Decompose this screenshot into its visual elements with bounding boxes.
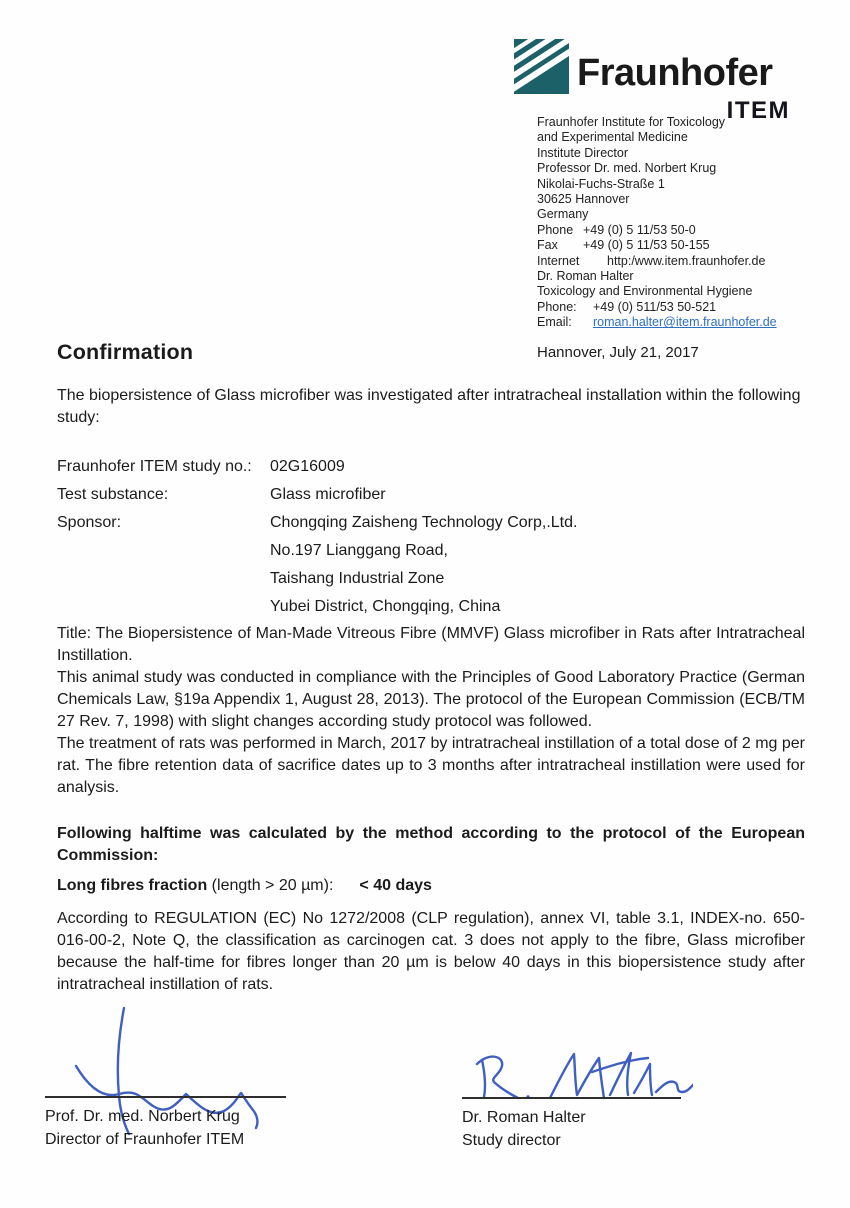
institute-line: 30625 Hannover <box>537 192 630 207</box>
sponsor-address-line: Taishang Industrial Zone <box>270 570 445 587</box>
signatory-name: Dr. Roman Halter <box>462 1109 586 1126</box>
contact-person-department: Toxicology and Environmental Hygiene <box>537 284 753 299</box>
fraunhofer-logo <box>514 39 790 125</box>
contact-row-phone <box>537 223 807 238</box>
contact-label: Phone: <box>537 299 577 314</box>
contact-value: +49 (0) 511/53 50-521 <box>593 299 717 314</box>
paragraph-study-title: Title: The Biopersistence of Man-Made Vitreous Fibre (MMVF) Glass microfiber in Rats after Intratracheal Instillation. <box>57 625 805 664</box>
person-email-row <box>537 315 807 330</box>
brand-unit-label: ITEM <box>726 97 790 124</box>
result-value: < 40 days <box>359 877 432 894</box>
contact-label: Fax <box>537 238 558 253</box>
study-value: Glass microfiber <box>270 486 386 503</box>
dateline: Hannover, July 21, 2017 <box>537 344 699 361</box>
result-label-rest: (length > 20 µm): <box>207 877 334 894</box>
signature-block-director <box>45 1096 286 1151</box>
contact-value: +49 (0) 5 11/53 50-155 <box>583 238 710 253</box>
sponsor-address-line: No.197 Lianggang Road, <box>270 542 448 559</box>
institute-line: Institute Director <box>537 145 629 160</box>
paragraph-treatment: The treatment of rats was performed in March, 2017 by intratracheal instillation of a total dose of 2 mg per rat. The fibre retention data of sacrifice dates up to 3 months after intratracheal instillation were used for analysis. <box>57 735 805 796</box>
fraunhofer-logo-mark-icon <box>514 39 569 94</box>
contact-value: +49 (0) 5 11/53 50-0 <box>583 222 696 237</box>
person-phone-row <box>537 300 807 315</box>
institute-line: Fraunhofer Institute for Toxicology <box>537 115 726 129</box>
study-label: Sponsor: <box>57 514 122 531</box>
halftime-result-line <box>57 875 805 897</box>
study-label: Fraunhofer ITEM study no.: <box>57 458 252 475</box>
contact-label: Internet <box>537 253 580 268</box>
halftime-heading: Following halftime was calculated by the method according to the protocol of the European Commission: <box>57 825 805 864</box>
contact-label: Email: <box>537 315 572 330</box>
study-row <box>57 481 805 509</box>
paragraph-glp-compliance: This animal study was conducted in compliance with the Principles of Good Laboratory Practice (German Chemicals Law, §19a Appendix 1, August 28, 2013). The protocol of the European Commission (ECB/TM 27 Rev. 7, 1998) with slight changes according study protocol was followed. <box>57 669 805 730</box>
institute-line: Germany <box>537 207 589 222</box>
contact-person-name: Dr. Roman Halter <box>537 269 634 284</box>
result-label-bold: Long fibres fraction <box>57 877 208 894</box>
contact-label: Phone <box>537 222 574 237</box>
institute-line: Professor Dr. med. Norbert Krug <box>537 161 717 176</box>
signatory-title: Study director <box>462 1132 561 1149</box>
contact-row-internet <box>537 254 807 269</box>
study-value: 02G16009 <box>270 458 345 475</box>
paragraph-regulation: According to REGULATION (EC) No 1272/2008 (CLP regulation), annex VI, table 3.1, INDEX-no. 650-016-00-2, Note Q, the classification as carcinogen cat. 3 does not apply to the fibre, Glass microfiber because the half-time for fibres longer than 20 µm is below 40 days in this biopersistence study after intratracheal instillation of rats. <box>57 910 805 993</box>
institute-line: and Experimental Medicine <box>537 130 688 145</box>
contact-row-fax <box>537 238 807 253</box>
signature-halter-icon <box>458 1050 693 1102</box>
institute-line: Nikolai-Fuchs-Straße 1 <box>537 176 665 191</box>
study-label: Test substance: <box>57 486 169 503</box>
sponsor-address-line: Yubei District, Chongqing, China <box>270 598 501 615</box>
signature-block-study-director <box>462 1097 681 1152</box>
study-details-table <box>57 453 805 621</box>
brand-wordmark: Fraunhofer <box>577 52 773 94</box>
study-row <box>57 509 805 537</box>
letterhead-address-block <box>537 115 807 331</box>
study-row <box>57 453 805 481</box>
email-link[interactable]: roman.halter@item.fraunhofer.de <box>593 315 777 330</box>
signatory-name: Prof. Dr. med. Norbert Krug <box>45 1108 240 1125</box>
signatory-title: Director of Fraunhofer ITEM <box>45 1131 245 1148</box>
study-description <box>57 623 805 799</box>
contact-value: http:/www.item.fraunhofer.de <box>607 253 766 268</box>
intro-paragraph: The biopersistence of Glass microfiber was investigated after intratracheal installation within the following study: <box>57 387 801 426</box>
study-value: Chongqing Zaisheng Technology Corp,.Ltd. <box>270 514 578 531</box>
letter-body <box>57 385 805 996</box>
page-title: Confirmation <box>57 340 194 364</box>
